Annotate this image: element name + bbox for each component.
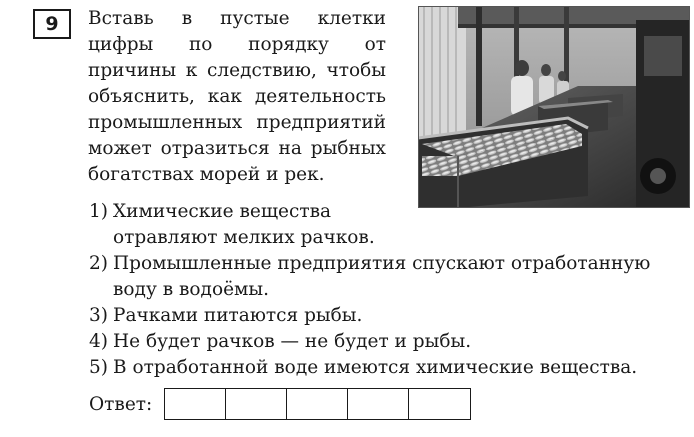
task-number: 9 (33, 9, 71, 39)
options-list (89, 199, 689, 381)
fish-factory-photo (418, 6, 690, 208)
option-text: Не будет рачков — не будет и рыбы. (113, 331, 472, 352)
option-number: 4) (89, 331, 108, 352)
answer-cell-3[interactable] (287, 389, 348, 419)
answer-cell-2[interactable] (226, 389, 287, 419)
answer-cell-4[interactable] (348, 389, 409, 419)
task-intro: Вставь в пустые клетки цифры по порядку от причины к следствию, чтобы объяснить, как деятельность промышленных предприятий может отразиться на рыбных богатствах морей и рек. (88, 8, 386, 185)
option-number: 1) (89, 201, 108, 222)
option-number: 2) (89, 253, 108, 274)
answer-cells (164, 388, 471, 420)
answer-row (89, 388, 471, 420)
option-text: В отработанной воде имеются химические вещества. (113, 357, 638, 378)
option-text: Химические вещества отравляют мелких рачков. (113, 201, 375, 248)
option-item (89, 303, 689, 329)
option-item (89, 329, 689, 355)
answer-cell-5[interactable] (409, 389, 470, 419)
option-number: 3) (89, 305, 108, 326)
option-text: Рачками питаются рыбы. (113, 305, 363, 326)
option-text: Промышленные предприятия спускают отработанную воду в водоёмы. (113, 253, 651, 300)
option-item (89, 251, 689, 303)
option-number: 5) (89, 357, 108, 378)
option-item (89, 355, 689, 381)
option-item (89, 199, 689, 251)
answer-cell-1[interactable] (165, 389, 226, 419)
answer-label: Ответ: (89, 393, 153, 415)
